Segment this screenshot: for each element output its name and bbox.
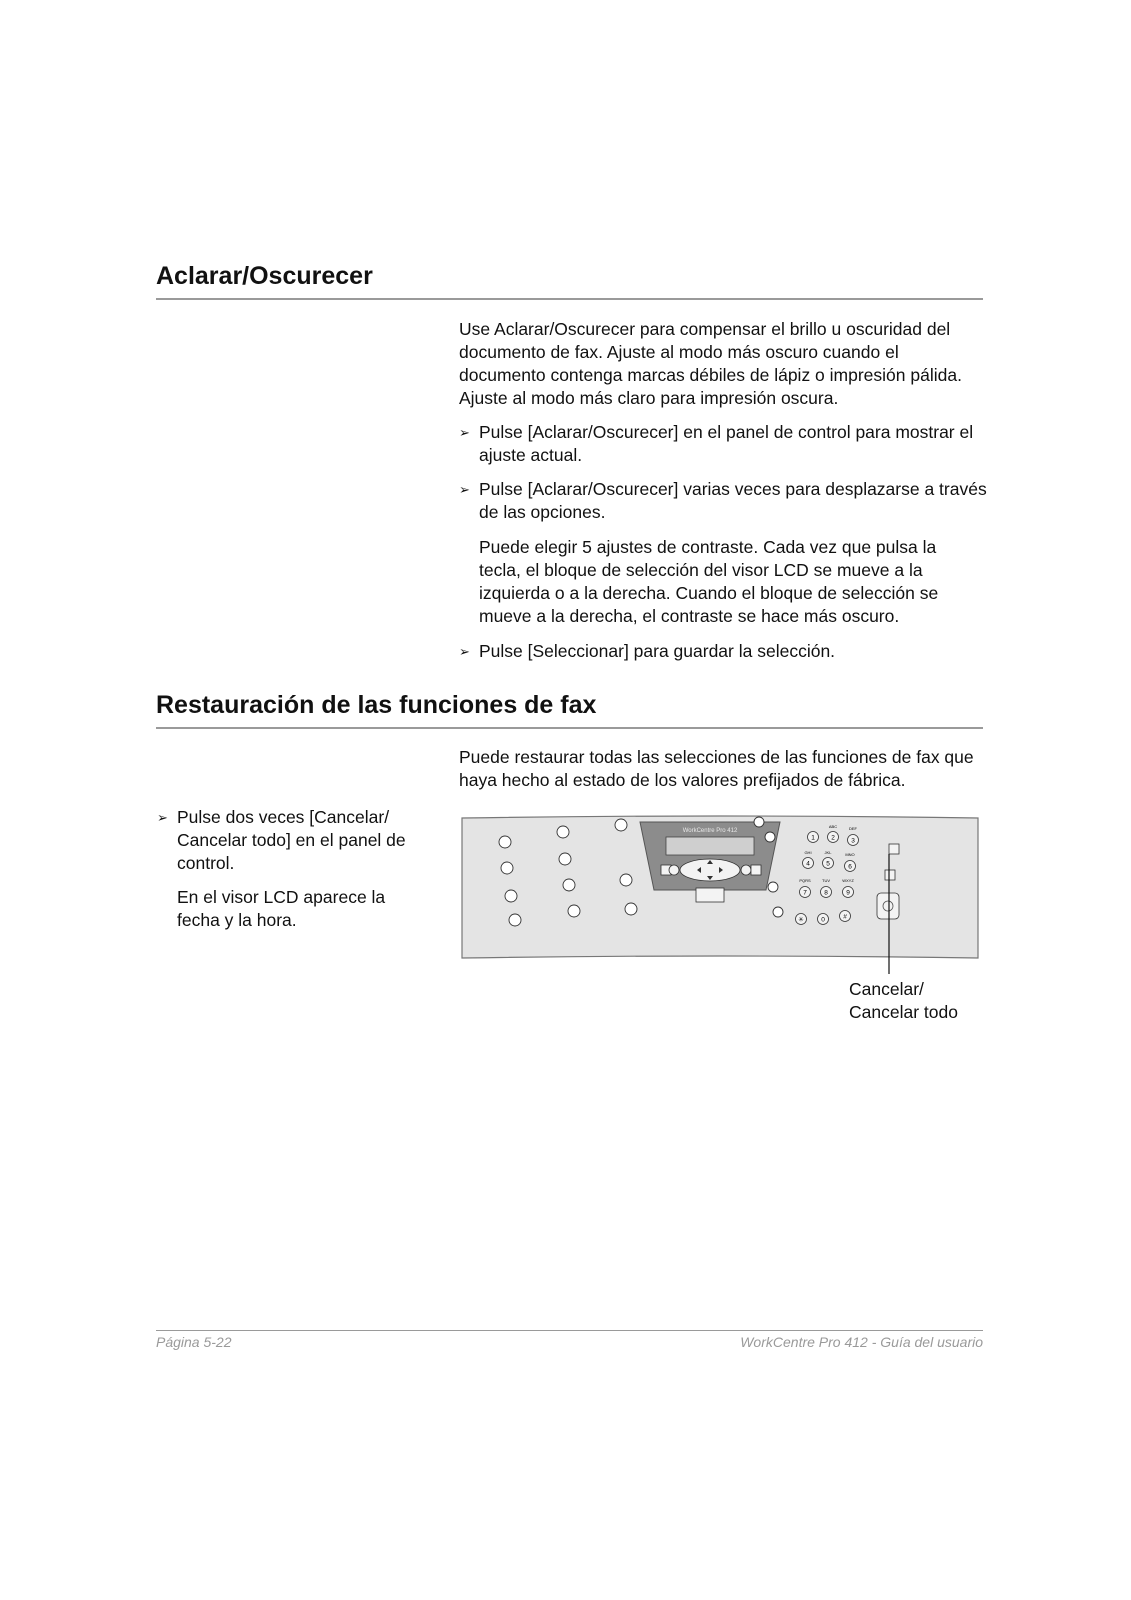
key-number: 1 xyxy=(811,834,815,842)
nav-button[interactable] xyxy=(669,865,679,875)
list-item xyxy=(459,421,989,467)
keypad-key[interactable] xyxy=(818,914,829,925)
guide-title: WorkCentre Pro 412 - Guía del usuario xyxy=(740,1334,983,1350)
keypad-key[interactable] xyxy=(840,911,851,922)
start-button[interactable] xyxy=(877,893,899,919)
key-letters: TUV xyxy=(822,878,830,883)
bullet-text: Pulse [Aclarar/Oscurecer] en el panel de control para mostrar el ajuste actual. xyxy=(479,422,974,465)
lcd-screen xyxy=(666,837,754,855)
contrast-note: Puede elegir 5 ajustes de contraste. Cada vez que pulsa la tecla, el bloque de selección del visor LCD se mueve a la izquierda o a la derecha. Cuando el bloque de selección se mueve a la derecha, el contraste se hace más oscuro. xyxy=(479,537,939,626)
keypad-key[interactable] xyxy=(821,878,832,898)
cancel-all-callout xyxy=(849,978,958,1024)
key-number: ✳ xyxy=(798,916,804,924)
keypad-key[interactable] xyxy=(845,852,856,872)
key-number: 3 xyxy=(851,837,855,845)
bullet-arrow-icon: ➢ xyxy=(459,482,470,497)
section-title-aclarar: Aclarar/Oscurecer xyxy=(156,262,373,290)
key-number: # xyxy=(843,913,847,921)
key-letters: GHI xyxy=(804,850,812,855)
bullet-arrow-icon: ➢ xyxy=(459,644,470,659)
key-letters: ABC xyxy=(828,824,838,829)
list-item xyxy=(157,806,447,875)
bullet-text: Pulse [Aclarar/Oscurecer] varias veces para desplazarse a través de las opciones. xyxy=(479,479,987,522)
key-letters: WXYZ xyxy=(842,878,854,883)
key-number: 5 xyxy=(826,860,830,868)
key-number: 6 xyxy=(848,863,852,871)
callout-line: Cancelar/ xyxy=(849,979,924,999)
lcd-note: En el visor LCD aparece la fecha y la hora. xyxy=(177,887,386,930)
key-number: 4 xyxy=(806,860,810,868)
bullet-text: Pulse dos veces [Cancelar/ Cancelar todo] en el panel de control. xyxy=(177,807,406,873)
key-letters: PQRS xyxy=(799,878,811,883)
keypad-key[interactable] xyxy=(848,826,859,846)
cancel-all-button[interactable] xyxy=(885,870,895,880)
key-number: 0 xyxy=(821,916,825,924)
keypad-key[interactable] xyxy=(808,832,819,843)
key-number: 7 xyxy=(803,889,807,897)
bullet-text: Pulse [Seleccionar] para guardar la selección. xyxy=(479,641,836,661)
key-letters: JKL xyxy=(824,850,832,855)
key-number: 9 xyxy=(846,889,850,897)
keypad-key[interactable] xyxy=(796,914,807,925)
key-number: 2 xyxy=(831,834,835,842)
aclarar-intro: Use Aclarar/Oscurecer para compensar el brillo u oscuridad del documento de fax. Ajuste al modo más oscuro cuando el documento contenga marcas débiles de lápiz o impresión pálida. Ajuste al modo más claro para impresión oscura. xyxy=(459,319,962,408)
bullet-arrow-icon: ➢ xyxy=(157,810,168,825)
list-item xyxy=(459,478,989,524)
footer-rule xyxy=(156,1330,983,1331)
section-rule xyxy=(156,727,983,729)
callout-line: Cancelar todo xyxy=(849,1002,958,1022)
restauracion-intro: Puede restaurar todas las selecciones de las funciones de fax que haya hecho al estado de los valores prefijados de fábrica. xyxy=(459,747,974,790)
section-title-restauracion: Restauración de las funciones de fax xyxy=(156,691,597,719)
page-number: Página 5-22 xyxy=(156,1334,232,1350)
keypad-key[interactable] xyxy=(828,824,839,843)
machine-icon xyxy=(696,888,724,902)
list-item xyxy=(459,640,989,663)
section-rule xyxy=(156,298,983,300)
key-letters: MNO xyxy=(845,852,855,857)
stop-icon[interactable] xyxy=(889,844,899,854)
key-letters: DEF xyxy=(849,826,857,831)
stop-button[interactable] xyxy=(751,865,761,875)
key-number: 8 xyxy=(824,889,828,897)
nav-button[interactable] xyxy=(741,865,751,875)
model-label: WorkCentre Pro 412 xyxy=(682,828,738,834)
bullet-arrow-icon: ➢ xyxy=(459,425,470,440)
